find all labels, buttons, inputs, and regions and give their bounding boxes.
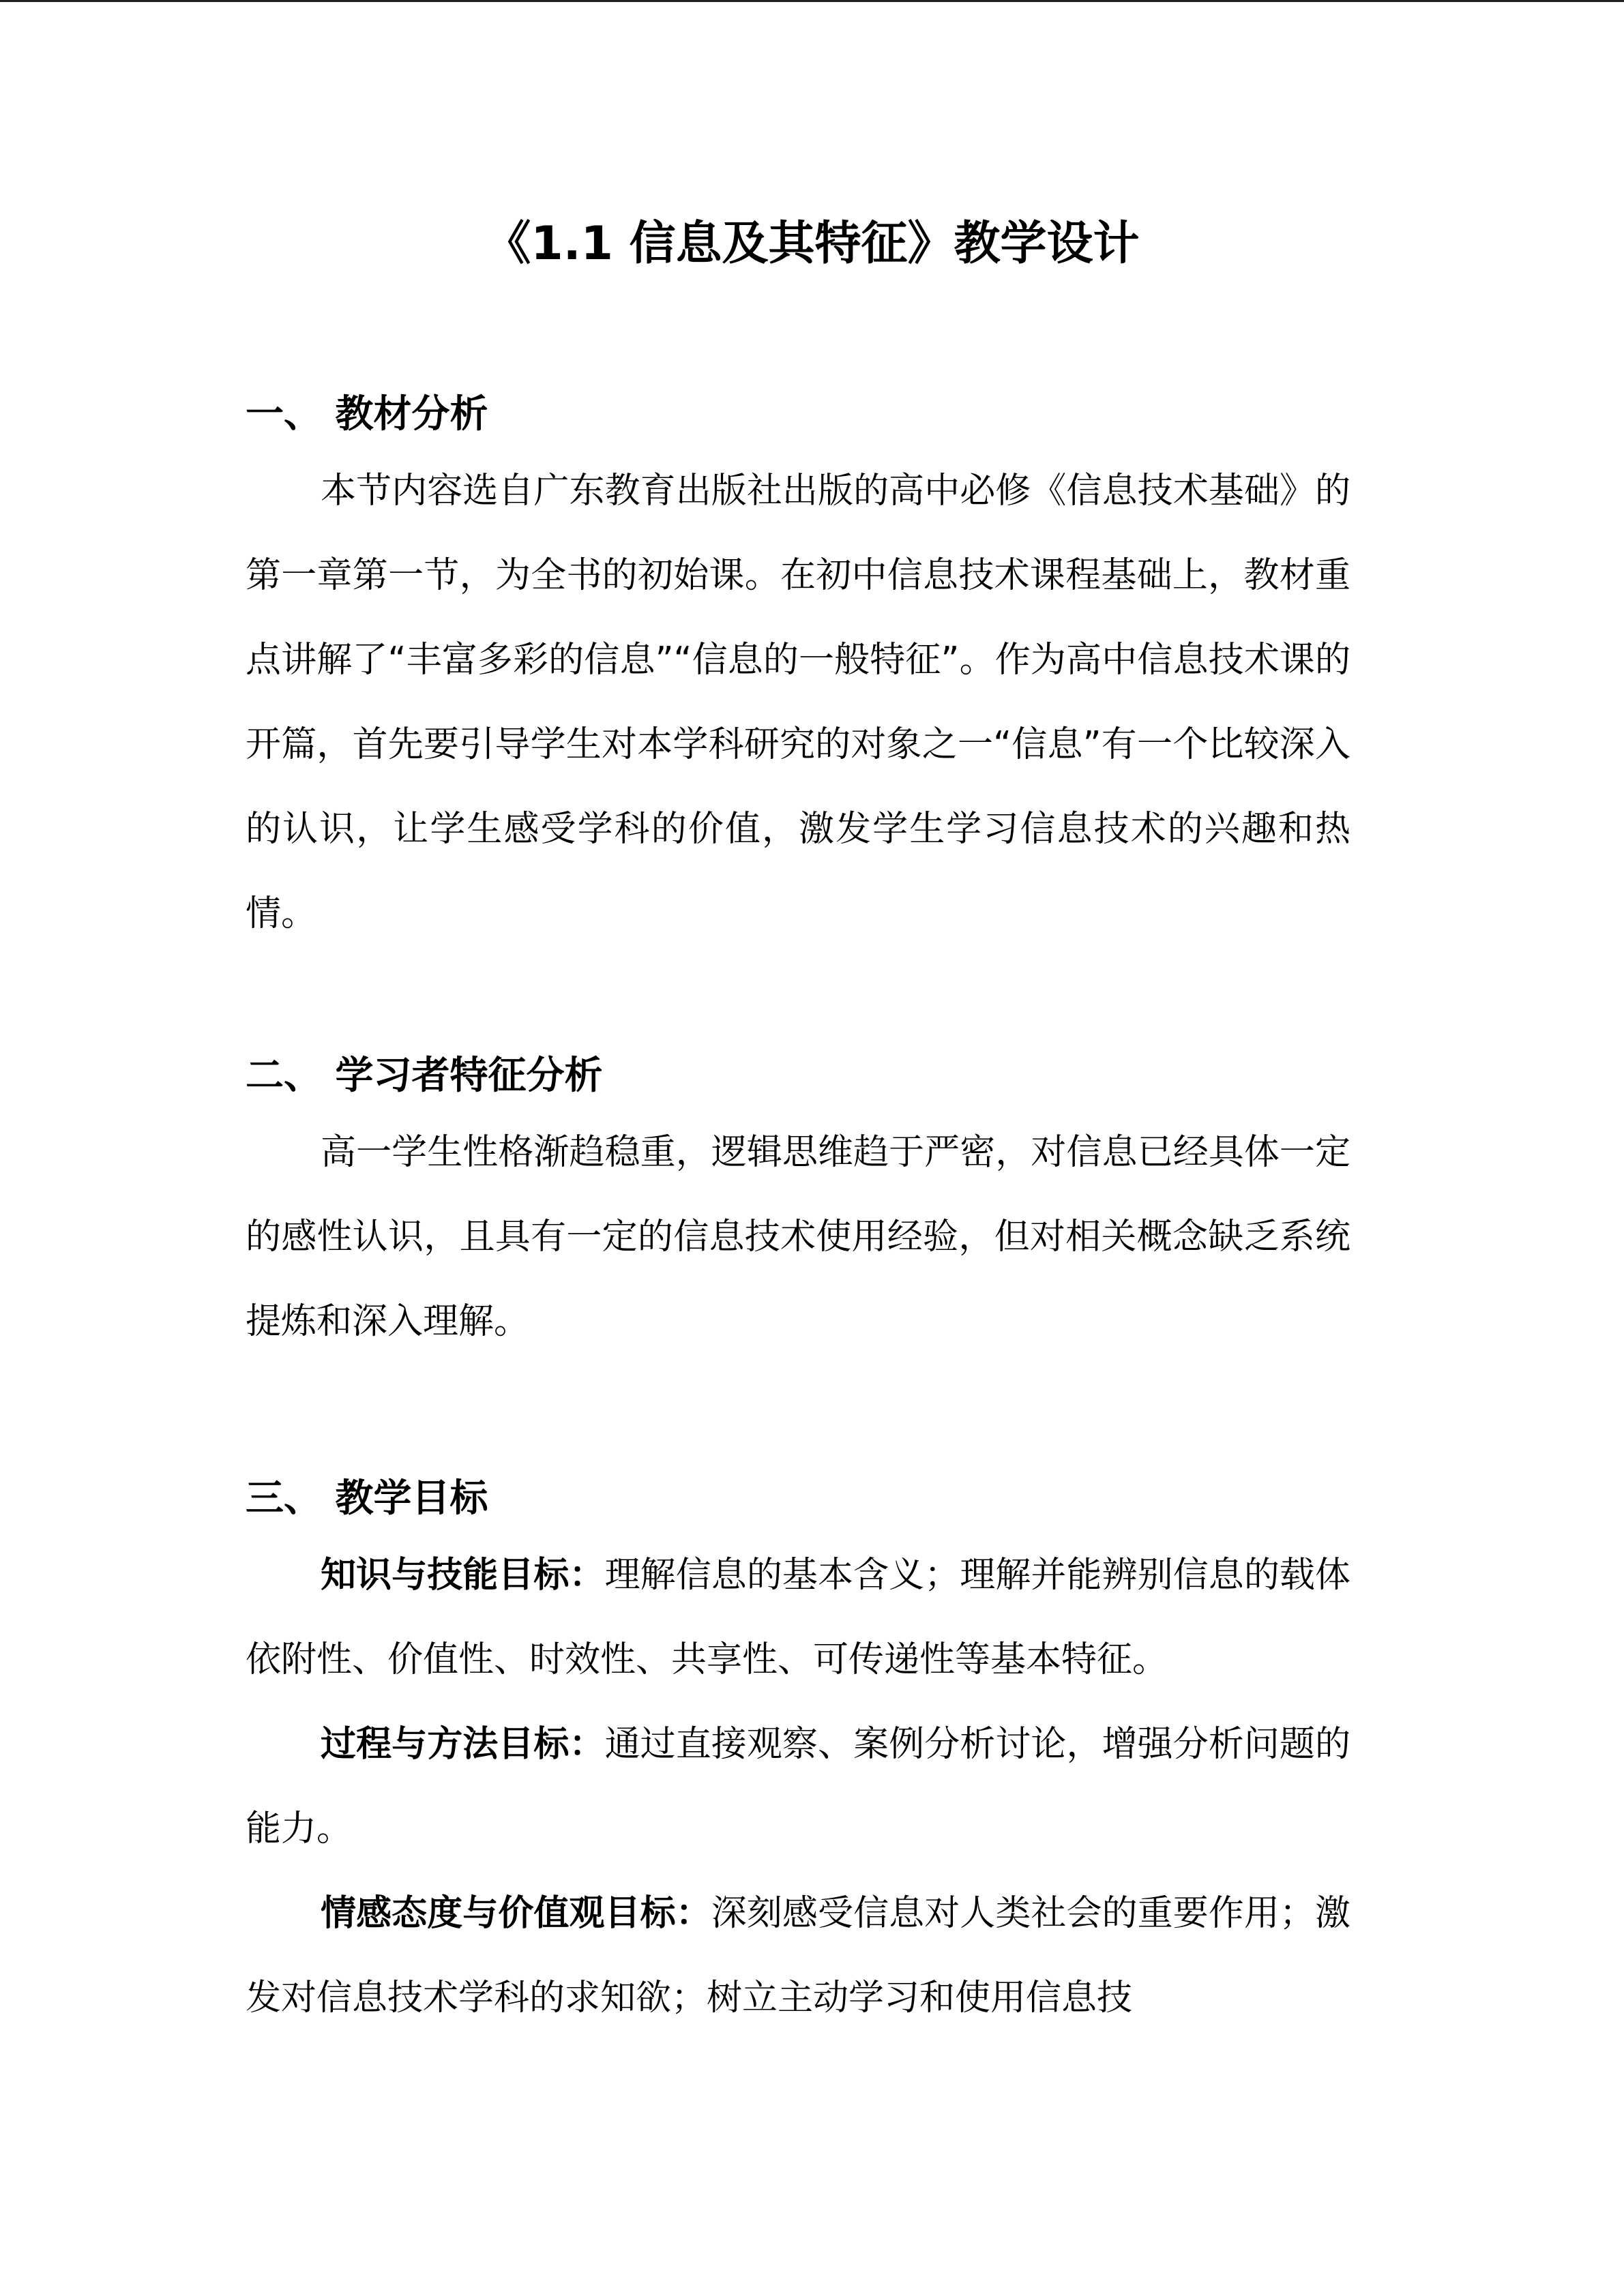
section-teaching-objectives <box>246 1465 1364 2040</box>
document-title: 《1.1 信息及其特征》教学设计 <box>484 217 1140 271</box>
objective-text: 通过直接观察、案例分析讨论，增强分析问题的能力。 <box>246 1724 1350 1849</box>
section-learner-analysis <box>246 1042 1364 1364</box>
objective-label: 知识与技能目标： <box>321 1555 605 1596</box>
objective-emotion-values <box>246 1871 1350 2040</box>
section-heading: 三、 教学目标 <box>246 1476 488 1521</box>
section-paragraph: 高一学生性格渐趋稳重，逻辑思维趋于严密，对信息已经具体一定的感性认识，且具有一定的信息技术使用经验，但对相关概念缺乏系统提炼和深入理解。 <box>246 1132 1350 1342</box>
section-paragraph: 本节内容选自广东教育出版社出版的高中必修《信息技术基础》的第一章第一节，为全书的初始课。在初中信息技术课程基础上，教材重点讲解了“丰富多彩的信息”“信息的一般特征”。作为高中信息技术课的开篇，首先要引导学生对本学科研究的对象之一“信息”有一个比较深入的认识，让学生感受学科的价值，激发学生学习信息技术的兴趣和热情。 <box>246 471 1350 934</box>
objective-label: 情感态度与价值观目标： <box>321 1893 711 1934</box>
section-heading: 二、 学习者特征分析 <box>246 1054 603 1098</box>
objective-label: 过程与方法目标： <box>321 1724 605 1765</box>
objective-text: 理解信息的基本含义；理解并能辨别信息的载体依附性、价值性、时效性、共享性、可传递性等基本特征。 <box>246 1555 1350 1680</box>
section-heading: 一、 教材分析 <box>246 392 488 436</box>
objective-process-method <box>246 1702 1350 1871</box>
section-material-analysis <box>246 381 1364 956</box>
objective-knowledge-skills <box>246 1533 1350 1702</box>
objective-text: 深刻感受信息对人类社会的重要作用；激发对信息技术学科的求知欲；树立主动学习和使用信息技 <box>246 1893 1350 2018</box>
